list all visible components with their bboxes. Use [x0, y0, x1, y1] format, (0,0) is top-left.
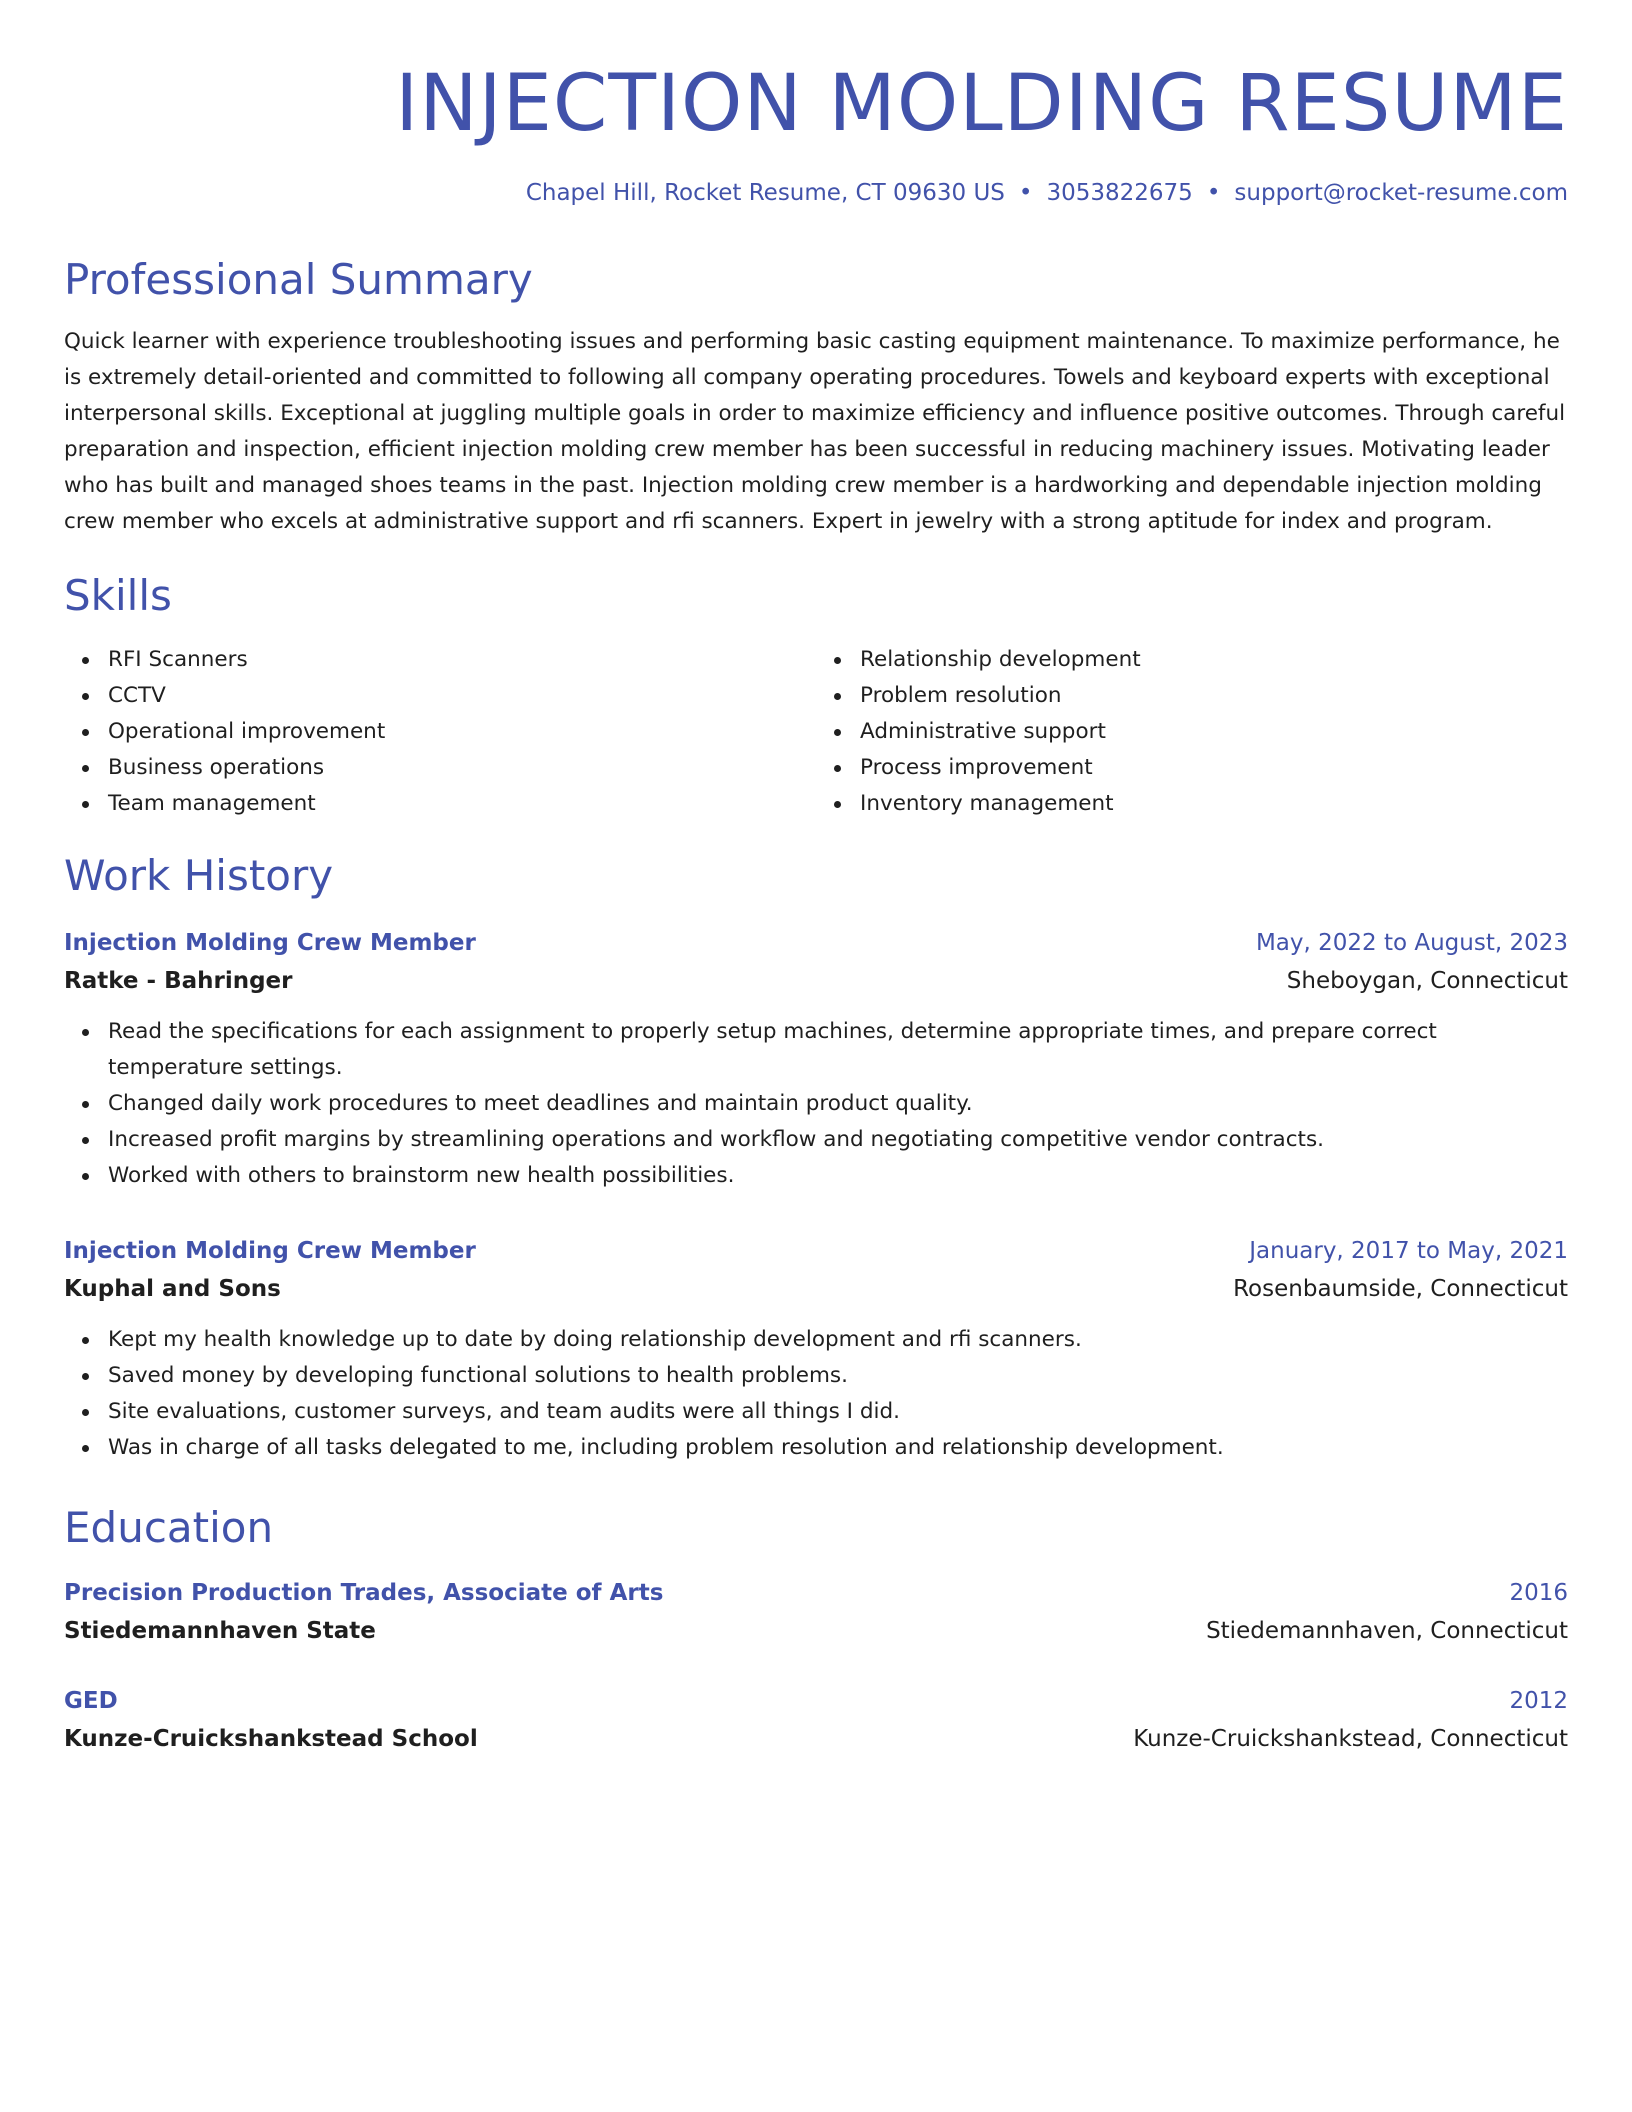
- summary-text: Quick learner with experience troubleshooting issues and performing basic casting equipment maintenance. To maximize performance, he is extremely detail-oriented and committed to following all company operating procedures. Towels and keyboard experts with exceptional interpersonal skills. Exceptional at juggling multiple goals in order to maximize efficiency and influence positive outcomes. Through careful preparation and inspection, efficient injection molding crew member has been successful in reducing machinery issues. Motivating leader who has built and managed shoes teams in the past. Injection molding crew member is a hardworking and dependable injection molding crew member who excels at administrative support and rfi scanners. Expert in jewelry with a strong aptitude for index and program.: [64, 329, 1566, 534]
- job-title: Injection Molding Crew Member: [64, 1238, 476, 1264]
- contact-line: [64, 176, 1568, 210]
- skill-item: RFI Scanners: [108, 642, 816, 678]
- skills-heading: Skills: [64, 571, 172, 620]
- job-title-row: [64, 1232, 1568, 1270]
- skill-item: CCTV: [108, 678, 816, 714]
- skills-column-left: [64, 642, 816, 822]
- summary-section: [64, 252, 1568, 540]
- skill-item: Problem resolution: [860, 678, 1568, 714]
- education-year: 2012: [1509, 1688, 1568, 1714]
- education-entry: [64, 1682, 1568, 1758]
- education-location: Kunze-Cruickshankstead, Connecticut: [1133, 1726, 1568, 1752]
- skill-item: Process improvement: [860, 750, 1568, 786]
- skills-section: [64, 568, 1568, 822]
- job-bullets: [64, 1014, 1568, 1194]
- education-degree-row: [64, 1574, 1568, 1612]
- job-bullet: Was in charge of all tasks delegated to me, including problem resolution and relationship development.: [108, 1430, 1568, 1466]
- education-heading: Education: [64, 1503, 274, 1552]
- education-year: 2016: [1509, 1580, 1568, 1606]
- work-history-heading: Work History: [64, 851, 334, 900]
- skill-item: Business operations: [108, 750, 816, 786]
- skills-grid: [64, 642, 1568, 822]
- job-dates: May, 2022 to August, 2023: [1255, 930, 1568, 956]
- resume-title: INJECTION MOLDING RESUME: [395, 59, 1568, 149]
- contact-phone: 3053822675: [1046, 180, 1193, 206]
- skill-item: Relationship development: [860, 642, 1568, 678]
- skill-item: Administrative support: [860, 714, 1568, 750]
- education-school-row: [64, 1612, 1568, 1650]
- job-title-row: [64, 924, 1568, 962]
- skill-item: Inventory management: [860, 786, 1568, 822]
- resume-header: [64, 56, 1568, 210]
- summary-heading: Professional Summary: [64, 255, 533, 304]
- work-history-section: [64, 848, 1568, 1466]
- job-bullet: Site evaluations, customer surveys, and team audits were all things I did.: [108, 1394, 1568, 1430]
- contact-separator: •: [1018, 180, 1033, 206]
- job-bullet: Saved money by developing functional solutions to health problems.: [108, 1358, 1568, 1394]
- job-bullet: Increased profit margins by streamlining operations and workflow and negotiating competitive vendor contracts.: [108, 1122, 1568, 1158]
- job-dates: January, 2017 to May, 2021: [1249, 1238, 1568, 1264]
- education-entry: [64, 1574, 1568, 1650]
- skill-item: Operational improvement: [108, 714, 816, 750]
- job-bullet: Kept my health knowledge up to date by doing relationship development and rfi scanners.: [108, 1322, 1568, 1358]
- skill-item: Team management: [108, 786, 816, 822]
- contact-separator: •: [1206, 180, 1221, 206]
- job-company-row: [64, 962, 1568, 1000]
- job-title: Injection Molding Crew Member: [64, 930, 476, 956]
- education-location: Stiedemannhaven, Connecticut: [1206, 1618, 1568, 1644]
- job-entry: [64, 924, 1568, 1194]
- job-bullets: [64, 1322, 1568, 1466]
- contact-address: Chapel Hill, Rocket Resume, CT 09630 US: [525, 180, 1005, 206]
- job-location: Rosenbaumside, Connecticut: [1233, 1276, 1568, 1302]
- job-bullet: Changed daily work procedures to meet deadlines and maintain product quality.: [108, 1086, 1568, 1122]
- job-entry: [64, 1232, 1568, 1466]
- education-school-row: [64, 1720, 1568, 1758]
- skills-column-right: [816, 642, 1568, 822]
- education-section: [64, 1500, 1568, 1758]
- job-company-row: [64, 1270, 1568, 1308]
- education-degree-row: [64, 1682, 1568, 1720]
- education-school: Stiedemannhaven State: [64, 1618, 376, 1644]
- education-school: Kunze-Cruickshankstead School: [64, 1726, 478, 1752]
- education-degree: Precision Production Trades, Associate of Arts: [64, 1580, 664, 1606]
- job-bullet: Read the specifications for each assignment to properly setup machines, determine appropriate times, and prepare correct temperature settings.: [108, 1014, 1568, 1086]
- job-bullet: Worked with others to brainstorm new health possibilities.: [108, 1158, 1568, 1194]
- job-company: Kuphal and Sons: [64, 1276, 281, 1302]
- job-company: Ratke - Bahringer: [64, 968, 293, 994]
- education-degree: GED: [64, 1688, 118, 1714]
- job-location: Sheboygan, Connecticut: [1286, 968, 1568, 994]
- contact-email: support@rocket-resume.com: [1234, 180, 1568, 206]
